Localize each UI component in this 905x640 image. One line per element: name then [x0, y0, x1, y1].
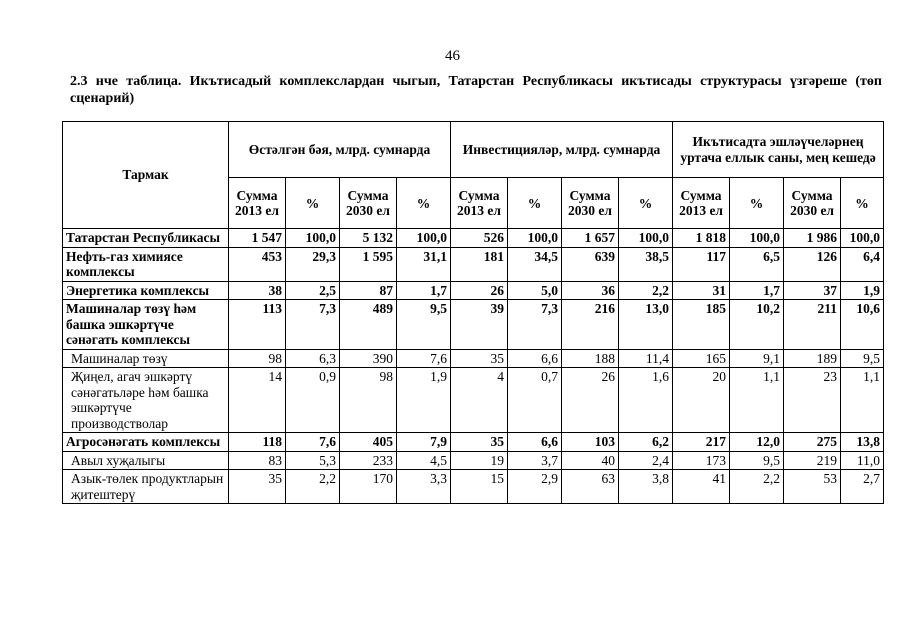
row-label: Авыл хуҗалыгы: [63, 451, 229, 470]
table-cell: 10,2: [730, 300, 784, 350]
table-cell: 7,6: [397, 349, 451, 368]
table-cell: 13,0: [619, 300, 673, 350]
table-cell: 189: [784, 349, 841, 368]
row-label: Татарстан Республикасы: [63, 229, 229, 248]
table-cell: 35: [451, 349, 508, 368]
table-cell: 36: [562, 281, 619, 300]
table-cell: 1 595: [340, 247, 397, 281]
structure-table: [62, 121, 884, 504]
table-cell: 98: [340, 368, 397, 433]
table-cell: 405: [340, 433, 397, 452]
table-row: [63, 300, 884, 350]
table-cell: 35: [229, 470, 286, 504]
subheader-sum-2013: Сумма 2013 ел: [229, 178, 286, 229]
row-label: Нефть-газ химиясе комплексы: [63, 247, 229, 281]
table-cell: 185: [673, 300, 730, 350]
table-cell: 118: [229, 433, 286, 452]
table-cell: 20: [673, 368, 730, 433]
table-row: [63, 349, 884, 368]
table-cell: 117: [673, 247, 730, 281]
table-cell: 6,3: [286, 349, 340, 368]
row-label: Машиналар төзү һәм башка эшкәртүче сәнәгать комплексы: [63, 300, 229, 350]
table-body: [63, 229, 884, 504]
row-label: Машиналар төзү: [63, 349, 229, 368]
table-cell: 1 547: [229, 229, 286, 248]
table-cell: 3,7: [508, 451, 562, 470]
subheader-percent-2030: %: [619, 178, 673, 229]
table-cell: 29,3: [286, 247, 340, 281]
table-cell: 7,3: [286, 300, 340, 350]
table-cell: 1 657: [562, 229, 619, 248]
group-header-employment: Икътисадта эшләүчеләрнең уртача еллык саны, мең кешедә: [673, 122, 884, 178]
table-cell: 100,0: [730, 229, 784, 248]
table-cell: 7,3: [508, 300, 562, 350]
subheader-sum-2030: Сумма 2030 ел: [784, 178, 841, 229]
table-cell: 7,9: [397, 433, 451, 452]
subheader-sum-2013: Сумма 2013 ел: [451, 178, 508, 229]
table-cell: 1,1: [841, 368, 884, 433]
table-cell: 11,4: [619, 349, 673, 368]
table-cell: 87: [340, 281, 397, 300]
table-cell: 31,1: [397, 247, 451, 281]
group-header-value-added: Өстәлгән бәя, млрд. сумнарда: [229, 122, 451, 178]
group-header-investment: Инвестицияләр, млрд. сумнарда: [451, 122, 673, 178]
row-label: Агросәнәгать комплексы: [63, 433, 229, 452]
table-cell: 216: [562, 300, 619, 350]
table-cell: 23: [784, 368, 841, 433]
table-cell: 38: [229, 281, 286, 300]
table-cell: 15: [451, 470, 508, 504]
table-cell: 2,4: [619, 451, 673, 470]
table-cell: 83: [229, 451, 286, 470]
subheader-percent-2013: %: [508, 178, 562, 229]
subheader-percent-2030: %: [397, 178, 451, 229]
table-cell: 2,2: [619, 281, 673, 300]
table-cell: 38,5: [619, 247, 673, 281]
table-cell: 103: [562, 433, 619, 452]
table-cell: 9,5: [730, 451, 784, 470]
table-cell: 489: [340, 300, 397, 350]
table-cell: 100,0: [841, 229, 884, 248]
table-cell: 6,6: [508, 433, 562, 452]
table-cell: 1 818: [673, 229, 730, 248]
subheader-percent-2013: %: [730, 178, 784, 229]
table-cell: 453: [229, 247, 286, 281]
table-cell: 2,7: [841, 470, 884, 504]
table-cell: 5,3: [286, 451, 340, 470]
table-cell: 40: [562, 451, 619, 470]
table-cell: 9,1: [730, 349, 784, 368]
table-cell: 2,9: [508, 470, 562, 504]
subheader-percent-2030: %: [841, 178, 884, 229]
subheader-percent-2013: %: [286, 178, 340, 229]
table-row: [63, 451, 884, 470]
table-cell: 12,0: [730, 433, 784, 452]
table-cell: 5 132: [340, 229, 397, 248]
table-cell: 1,9: [841, 281, 884, 300]
table-cell: 100,0: [397, 229, 451, 248]
page-number: 46: [445, 48, 460, 64]
table-cell: 41: [673, 470, 730, 504]
table-cell: 6,4: [841, 247, 884, 281]
table-cell: 1,7: [730, 281, 784, 300]
table-cell: 188: [562, 349, 619, 368]
table-cell: 1,9: [397, 368, 451, 433]
table-row: [63, 281, 884, 300]
table-caption: 2.3 нче таблица. Икътисадый комплекслардан чыгып, Татарстан Республикасы икътисады структурасы үзгәреше (төп сценарий): [70, 74, 882, 106]
table-cell: 211: [784, 300, 841, 350]
table-cell: 2,5: [286, 281, 340, 300]
table-cell: 26: [451, 281, 508, 300]
table-cell: 6,5: [730, 247, 784, 281]
table-cell: 173: [673, 451, 730, 470]
table-cell: 4: [451, 368, 508, 433]
table-cell: 170: [340, 470, 397, 504]
table-cell: 1,7: [397, 281, 451, 300]
table-cell: 526: [451, 229, 508, 248]
table-cell: 6,2: [619, 433, 673, 452]
table-cell: 98: [229, 349, 286, 368]
table-cell: 63: [562, 470, 619, 504]
table-cell: 0,7: [508, 368, 562, 433]
table-cell: 181: [451, 247, 508, 281]
table-cell: 6,6: [508, 349, 562, 368]
table-cell: 219: [784, 451, 841, 470]
table-cell: 113: [229, 300, 286, 350]
table-cell: 1,1: [730, 368, 784, 433]
subheader-sum-2013: Сумма 2013 ел: [673, 178, 730, 229]
sector-header: Тармак: [63, 122, 229, 229]
table-cell: 3,3: [397, 470, 451, 504]
table-cell: 100,0: [286, 229, 340, 248]
table-cell: 7,6: [286, 433, 340, 452]
table-cell: 100,0: [619, 229, 673, 248]
table-cell: 0,9: [286, 368, 340, 433]
table-cell: 37: [784, 281, 841, 300]
table-cell: 233: [340, 451, 397, 470]
table-cell: 35: [451, 433, 508, 452]
row-label: Энергетика комплексы: [63, 281, 229, 300]
table-cell: 11,0: [841, 451, 884, 470]
table-cell: 1,6: [619, 368, 673, 433]
row-label: Җиңел, агач эшкәртү сәнәгатьләре һәм башка эшкәртүче производстволар: [63, 368, 229, 433]
table-cell: 31: [673, 281, 730, 300]
table-cell: 53: [784, 470, 841, 504]
table-cell: 13,8: [841, 433, 884, 452]
table-cell: 26: [562, 368, 619, 433]
table-row: [63, 247, 884, 281]
subheader-sum-2030: Сумма 2030 ел: [340, 178, 397, 229]
table-cell: 14: [229, 368, 286, 433]
table-cell: 34,5: [508, 247, 562, 281]
subheader-sum-2030: Сумма 2030 ел: [562, 178, 619, 229]
table-cell: 390: [340, 349, 397, 368]
table-cell: 2,2: [730, 470, 784, 504]
table-cell: 5,0: [508, 281, 562, 300]
table-row: [63, 470, 884, 504]
table-cell: 3,8: [619, 470, 673, 504]
table-cell: 217: [673, 433, 730, 452]
table-cell: 9,5: [397, 300, 451, 350]
table-cell: 39: [451, 300, 508, 350]
table-cell: 2,2: [286, 470, 340, 504]
table-cell: 100,0: [508, 229, 562, 248]
table-cell: 126: [784, 247, 841, 281]
table-row: [63, 229, 884, 248]
table-cell: 9,5: [841, 349, 884, 368]
table-cell: 165: [673, 349, 730, 368]
table-cell: 639: [562, 247, 619, 281]
table-cell: 19: [451, 451, 508, 470]
table-cell: 10,6: [841, 300, 884, 350]
table-row: [63, 433, 884, 452]
table-row: [63, 368, 884, 433]
table-cell: 275: [784, 433, 841, 452]
table-cell: 4,5: [397, 451, 451, 470]
table-cell: 1 986: [784, 229, 841, 248]
row-label: Азык-төлек продуктларын җитештерү: [63, 470, 229, 504]
